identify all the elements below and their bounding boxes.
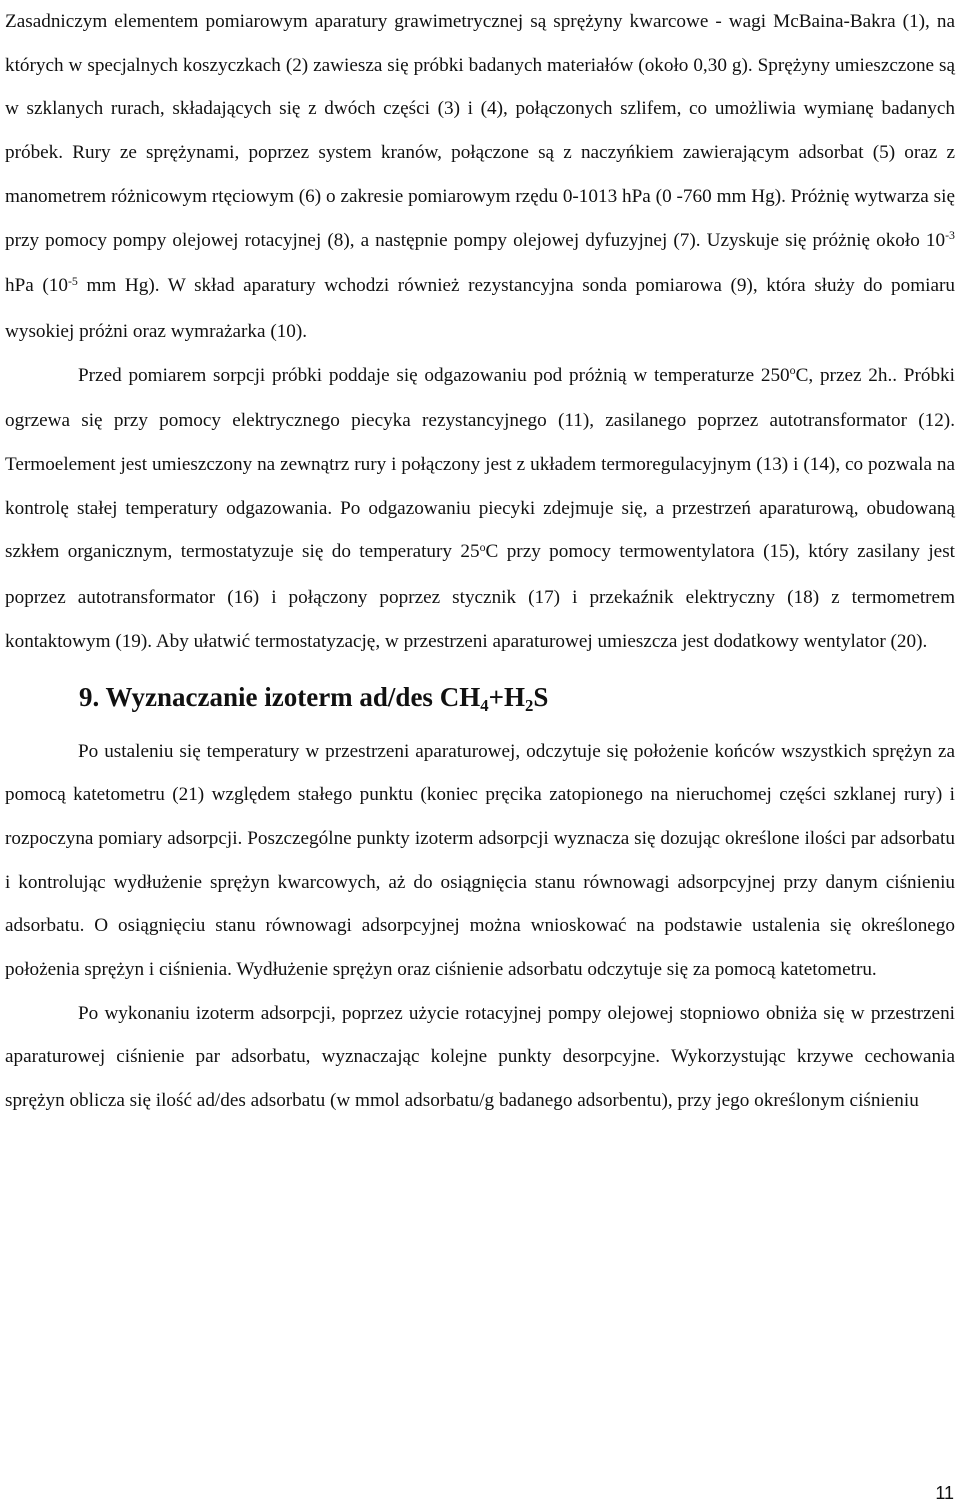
paragraph-text: C, przez 2h.. Próbki ogrzewa się przy pomocy elektrycznego piecyka rezystancyjnego (11), zasilanego poprzez autotransformator (12). Termoelement jest umieszczony na zewnątrz rury i połączony jest z układem termoregulacyjnym (13) i (14), co pozwala na kontrolę stałej temperatury odgazowania. Po odgazowaniu piecyki zdejmuje się, a przestrzeń aparaturową, obudowaną szkłem organicznym, termostatyzuje się do temperatury 25 [5, 364, 955, 563]
superscript: o [479, 540, 486, 555]
paragraph-desorption: Po wykonaniu izoterm adsorpcji, poprzez użycie rotacyjnej pompy olejowej stopniowo obniża się w przestrzeni aparaturowej ciśnienie par adsorbatu, wyznaczając kolejne punkty desorpcyjne. Wykorzystując krzywe cechowania sprężyn oblicza się ilość ad/des adsorbatu (w mmol adsorbatu/g badanego adsorbentu), przy jego określonym ciśnieniu [5, 1002, 955, 1112]
superscript: -5 [67, 274, 78, 289]
section-heading [79, 672, 955, 726]
section-number: 9. [79, 681, 100, 712]
paragraph-text: mm Hg). W skład aparatury wchodzi również rezystancyjna sonda pomiarowa (9), która służy do pomiaru wysokiej próżni oraz wymrażarka (10). [5, 275, 955, 342]
section-title: Wyznaczanie izoterm ad/des CH [105, 681, 481, 712]
section-title-part: +H [488, 681, 525, 712]
paragraph-text: hPa (10 [5, 275, 68, 297]
paragraph-adsorption-measurement: Po ustaleniu się temperatury w przestrzeni aparaturowej, odczytuje się położenie końców wszystkich sprężyn za pomocą katetometru (21) względem stałego punktu (koniec pręcika zatopionego na nieruchomej części szklanej rury) i rozpoczyna pomiary adsorpcji. Poszczególne punkty izoterm adsorpcji wyznacza się dozując określone ilości par adsorbatu i kontrolując wydłużenie sprężyn kwarcowych, aż do osiągnięcia stanu równowagi adsorpcyjnej przy danym ciśnieniu adsorbatu. O osiągnięciu stanu równowagi adsorpcyjnej można wnioskować na podstawie ustalenia się określonego położenia sprężyn i ciśnienia. Wydłużenie sprężyn oraz ciśnienie adsorbatu odczytuje się za pomocą katetometru. [5, 740, 955, 981]
section-title-part: S [533, 681, 549, 712]
superscript: -3 [945, 228, 955, 243]
subscript: 2 [524, 695, 534, 715]
paragraph-degassing [5, 354, 955, 664]
paragraph-text: Przed pomiarem sorpcji próbki poddaje się odgazowaniu pod próżnią w temperaturze 250 [78, 364, 790, 386]
page-content [5, 0, 955, 1123]
paragraph-apparatus-description [5, 0, 955, 354]
page-number: 11 [935, 1483, 954, 1503]
subscript: 4 [480, 695, 489, 715]
paragraph-text: Zasadniczym elementem pomiarowym aparatury grawimetrycznej są sprężyny kwarcowe - wagi McBaina-Bakra (1), na których w specjalnych koszyczkach (2) zawiesza się próbki badanych materiałów (około 0,30 g). Sprężyny umieszczone są w szklanych rurach, składających się z dwóch części (3) i (4), połączonych szlifem, co umożliwia wymianę badanych próbek. Rury ze sprężynami, poprzez system kranów, połączone są z naczyńkiem zawierającym adsorbat (5) oraz z manometrem różnicowym rtęciowym (6) o zakresie pomiarowym rzędu 0-1013 hPa (0 -760 mm Hg). Próżnię wytwarza się przy pomocy pompy olejowej rotacyjnej (8), a następnie pompy olejowej dyfuzyjnej (7). Uzyskuje się próżnię około 10 [5, 11, 955, 251]
superscript: o [789, 363, 796, 378]
paragraph-text: C przy pomocy termowentylatora (15), który zasilany jest poprzez autotransformator (16) i połączony poprzez stycznik (17) i przekaźnik elektryczny (18) z termometrem kontaktowym (19). Aby ułatwić termostatyzację, w przestrzeni aparaturowej umieszcza jest dodatkowy wentylator (20). [5, 541, 955, 652]
